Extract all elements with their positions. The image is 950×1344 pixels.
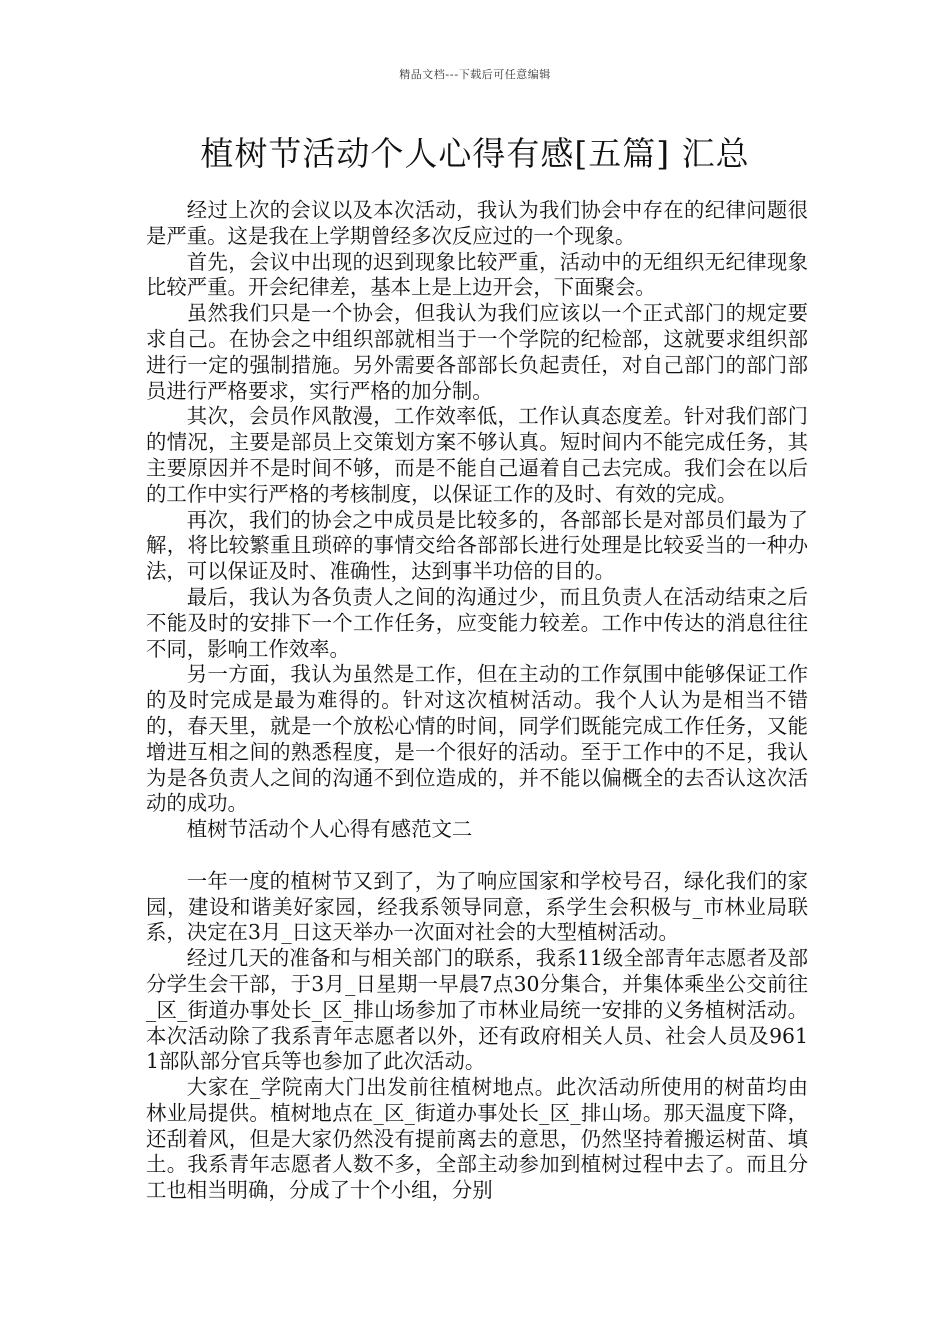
paragraph: 虽然我们只是一个协会，但我认为我们应该以一个正式部门的规定要求自己。在协会之中组织部就相当于一个学院的纪检部，这就要求组织部进行一定的强制措施。另外需要各部部长负起责任，对自己部门的部门部员进行严格要求，实行严格的加分制。 <box>146 301 808 403</box>
paragraph: 经过上次的会议以及本次活动，我认为我们协会中存在的纪律问题很是严重。这是我在上学期曾经多次反应过的一个现象。 <box>146 198 808 248</box>
paragraph: 首先，会议中出现的迟到现象比较严重，活动中的无组织无纪律现象比较严重。开会纪律差，基本上是上边开会，下面聚会。 <box>146 249 808 300</box>
section-subheading: 植树节活动个人心得有感范文二 <box>186 817 473 842</box>
paragraph: 再次，我们的协会之中成员是比较多的，各部部长是对部员们最为了解，将比较繁重且琐碎的事情交给各部部长进行处理是比较妥当的一种办法，可以保证及时、准确性，达到事半功倍的目的。 <box>146 507 808 584</box>
paragraph: 大家在_学院南大门出发前往植树地点。此次活动所使用的树苗均由林业局提供。植树地点在_区_街道办事处长_区_排山场。那天温度下降，还刮着风，但是大家仍然没有提前离去的意思，仍然坚持着搬运树苗、填土。我系青年志愿者人数不多，全部主动参加到植树过程中去了。而且分工也相当明确，分成了十个小组，分别 <box>146 1075 808 1203</box>
document-body <box>146 198 808 1204</box>
header-note: 精品文档---下载后可任意编辑 <box>399 68 551 81</box>
paragraph: 经过几天的准备和与相关部门的联系，我系11级全部青年志愿者及部分学生会干部，于3月_日星期一早晨7点30分集合，并集体乘坐公交前往_区_街道办事处长_区_排山场参加了市林业局统一安排的义务植树活动。本次活动除了我系青年志愿者以外，还有政府相关人员、社会人员及9611部队部分官兵等也参加了此次活动。 <box>146 946 808 1074</box>
paragraph: 另一方面，我认为虽然是工作，但在主动的工作氛围中能够保证工作的及时完成是最为难得的。针对这次植树活动。我个人认为是相当不错的，春天里，就是一个放松心情的时间，同学们既能完成工作任务，又能增进互相之间的熟悉程度，是一个很好的活动。至于工作中的不足，我认为是各负责人之间的沟通不到位造成的，并不能以偏概全的去否认这次活动的成功。 <box>146 662 808 816</box>
paragraph: 最后，我认为各负责人之间的沟通过少，而且负责人在活动结束之后不能及时的安排下一个工作任务，应变能力较差。工作中传达的消息往往不同，影响工作效率。 <box>146 584 808 661</box>
paragraph: 一年一度的植树节又到了，为了响应国家和学校号召，绿化我们的家园，建设和谐美好家园，经我系领导同意，系学生会积极与_市林业局联系，决定在3月_日这天举办一次面对社会的大型植树活动。 <box>146 868 808 945</box>
document-title: 植树节活动个人心得有感[五篇] 汇总 <box>200 134 750 173</box>
paragraph: 其次，会员作风散漫，工作效率低，工作认真态度差。针对我们部门的情况，主要是部员上交策划方案不够认真。短时间内不能完成任务，其主要原因并不是时间不够，而是不能自己逼着自己去完成。我们会在以后的工作中实行严格的考核制度，以保证工作的及时、有效的完成。 <box>146 404 808 506</box>
blank-line <box>146 843 808 869</box>
